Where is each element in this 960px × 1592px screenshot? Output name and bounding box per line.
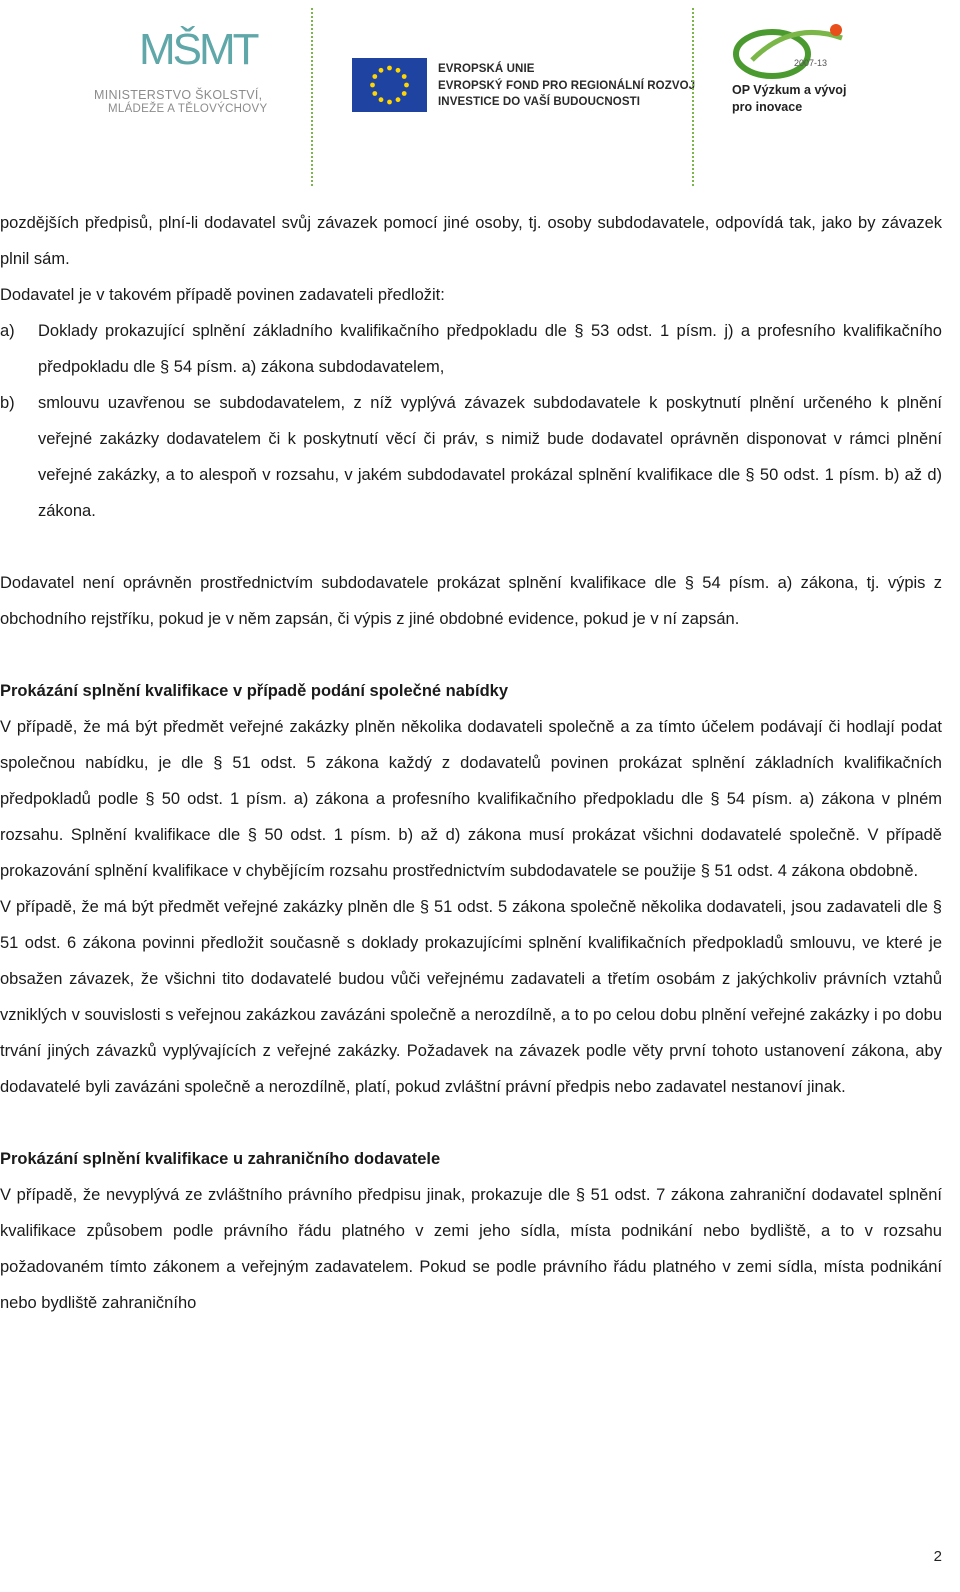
paragraph: V případě, že má být předmět veřejné zakázky plněn několika dodavateli společně a za tímto účelem podávají či hodlají podat společnou nabídku, je dle § 51 odst. 5 zákona každý z dodavatelů povinen prokázat splnění základních kvalifikačních předpokladů podle § 50 odst. 1 písm. a) zákona a profesního kvalifikačního předpokladu dle § 54 písm. a) zákona v plném rozsahu. Splnění kvalifikace dle § 50 odst. 1 písm. b) až d) zákona musí prokázat všichni dodavatelé společně. V případě prokazování splnění kvalifikace v chybějícím rozsahu prostřednictvím subdodavatele se použije § 51 odst. 4 zákona obdobně.	[0, 718, 942, 880]
paragraph: pozdějších předpisů, plní-li dodavatel svůj závazek pomocí jiné osoby, tj. osoby subdodavatele, odpovídá tak, jako by závazek plnil sám.	[0, 214, 942, 268]
list-item	[0, 313, 942, 385]
op-line2: pro inovace	[732, 100, 803, 114]
eu-star	[379, 68, 384, 73]
eu-star	[396, 68, 401, 73]
op-swoosh-icon	[732, 20, 852, 80]
header-logos	[0, 0, 960, 190]
eu-line2: EVROPSKÝ FOND PRO REGIONÁLNÍ ROZVOJ	[438, 79, 696, 92]
op-line1: OP Výzkum a vývoj	[732, 83, 847, 97]
logo-separator	[311, 8, 313, 186]
eu-star	[379, 97, 384, 102]
msmt-name-line1: MINISTERSTVO ŠKOLSTVÍ,	[94, 88, 263, 102]
op-logo-text	[732, 82, 846, 116]
eu-star	[396, 97, 401, 102]
paragraph: Dodavatel je v takovém případě povinen zadavateli předložit:	[0, 286, 445, 304]
msmt-name-line2: MLÁDEŽE A TĚLOVÝCHOVY	[108, 103, 268, 115]
eu-flag-icon	[352, 58, 427, 112]
msmt-logo	[94, 20, 284, 120]
list-marker: b)	[0, 394, 15, 412]
section-heading: Prokázání splnění kvalifikace u zahraničního dodavatele	[0, 1150, 441, 1168]
eu-star	[387, 100, 392, 105]
paragraph: V případě, že nevyplývá ze zvláštního právního předpisu jinak, prokazuje dle § 51 odst. 7 zákona zahraniční dodavatel splnění kvalifikace způsobem podle právního řádu platného v zemi jeho sídla, místa podnikání nebo bydliště, a to v rozsahu požadovaném tímto zákonem a veřejným zadavatelem. Pokud se podle právního řádu platného v zemi sídla, místa podnikání nebo bydliště zahraničního	[0, 1186, 942, 1312]
list-item-text: smlouvu uzavřenou se subdodavatelem, z níž vyplývá závazek subdodavatele k poskytnutí plnění určeného k plnění veřejné zakázky dodavatelem či k poskytnutí věcí či práv, s nimiž bude dodavatel oprávněn disponovat v rámci plnění veřejné zakázky, a to alespoň v rozsahu, v jakém subdodavatel prokázal splnění kvalifikace dle § 50 odst. 1 písm. b) až d) zákona.	[38, 394, 942, 520]
list-item-text: Doklady prokazující splnění základního kvalifikačního předpokladu dle § 53 odst. 1 písm. j) a profesního kvalifikačního předpokladu dle § 54 písm. a) zákona subdodavatelem,	[38, 322, 942, 376]
eu-star	[387, 66, 392, 71]
op-years: 2007-13	[794, 58, 828, 68]
eu-star	[372, 74, 377, 79]
logo-separator	[692, 8, 694, 186]
paragraph: Dodavatel není oprávněn prostřednictvím subdodavatele prokázat splnění kvalifikace dle § 54 písm. a) zákona, tj. výpis z obchodního rejstříku, pokud je v něm zapsán, či výpis z jiné obdobné evidence, pokud je v ní zapsán.	[0, 574, 942, 628]
eu-logo	[352, 58, 696, 116]
msmt-mark-icon	[139, 20, 279, 86]
msmt-mark-text: MŠMT	[139, 25, 257, 74]
list-item	[0, 385, 942, 529]
op-vavpi-logo	[732, 20, 862, 120]
document-body	[0, 205, 942, 1321]
paragraph: V případě, že má být předmět veřejné zakázky plněn dle § 51 odst. 5 zákona společně několika dodavateli, jsou zadavateli dle § 51 odst. 6 zákona povinni předložit současně s doklady prokazujícími splnění kvalifikačních předpokladů smlouvu, ve které je obsažen závazek, že všichni tito dodavatelé budou vůči veřejnému zadavateli a třetím osobám z jakýchkoliv právních vztahů vzniklých v souvislosti s veřejnou zakázkou zavázáni společně a nerozdílně, a to po celou dobu plnění veřejné zakázky i po dobu trvání jiných závazků vyplývajících z veřejné zakázky. Požadavek na závazek podle věty první tohoto ustanovení zákona, aby dodavatelé byli zavázáni společně a nerozdílně, platí, pokud zvláštní právní předpis nebo zadavatel nestanoví jinak.	[0, 898, 942, 1096]
eu-line3: INVESTICE DO VAŠÍ BUDOUCNOSTI	[438, 96, 641, 108]
eu-logo-text	[438, 61, 695, 111]
section-heading: Prokázání splnění kvalifikace v případě podání společné nabídky	[0, 682, 509, 700]
eu-star	[404, 83, 409, 88]
eu-star	[402, 91, 407, 96]
list-marker: a)	[0, 322, 15, 340]
eu-star	[372, 91, 377, 96]
eu-star	[402, 74, 407, 79]
page-number: 2	[933, 1548, 942, 1565]
eu-line1: EVROPSKÁ UNIE	[438, 63, 535, 75]
eu-star	[370, 83, 375, 88]
